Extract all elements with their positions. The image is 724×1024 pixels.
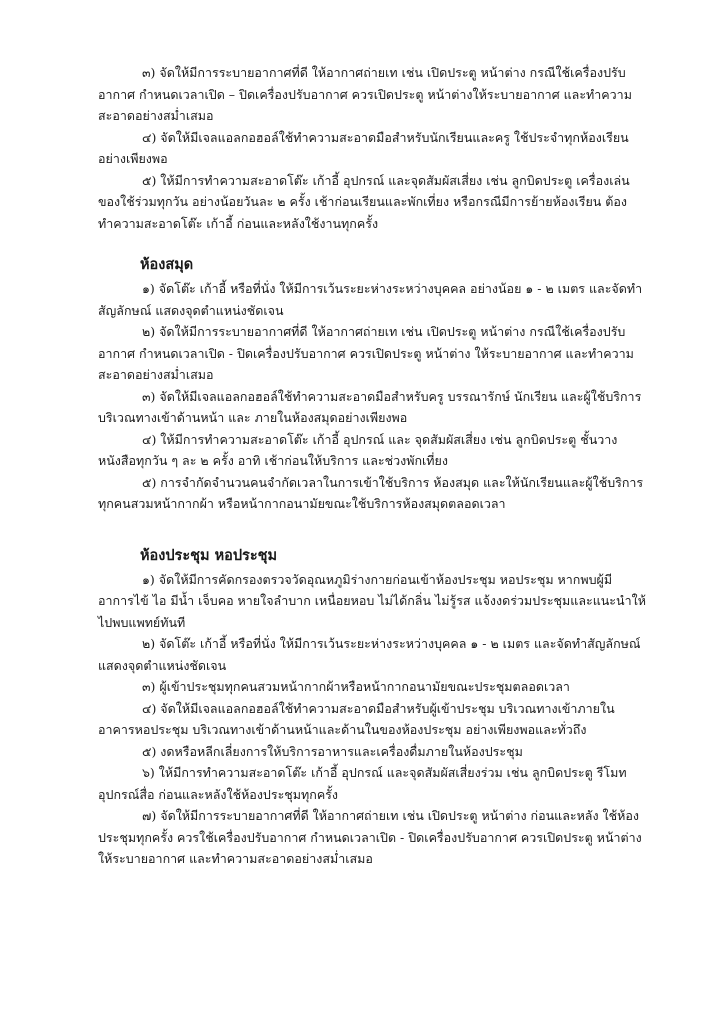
section-heading-library: ห้องสมุด [140,256,194,273]
section-continued-classroom [98,62,646,234]
paragraph-item: ๑) จัดให้มีการคัดกรองตรวจวัดอุณหภูมิร่างกายก่อนเข้าห้องประชุม หอประชุม หากพบผู้มีอาการไข้ ไอ มีน้ำ เจ็บคอ หายใจลำบาก เหนื่อยหอบ ไม่ได้กลิ่น ไม่รู้รส แจ้งงดร่วมประชุมและแนะนำให้ไปพบแพทย์ทันที [98,571,646,630]
paragraph-item: ๕) การจำกัดจำนวนคนจำกัดเวลาในการเข้าใช้บริการ ห้องสมุด และให้นักเรียนและผู้ใช้บริการทุกคนสวมหน้ากากผ้า หรือหน้ากากอนามัยขณะใช้บริการห้องสมุดตลอดเวลา [98,474,644,511]
paragraph-item: ๕) ให้มีการทำความสะอาดโต๊ะ เก้าอี้ อุปกรณ์ และจุดสัมผัสเสี่ยง เช่น ลูกบิดประตู เครื่องเล่น ของใช้ร่วมทุกวัน อย่างน้อยวันละ ๒ ครั้ง เช้าก่อนเรียนและพักเที่ยง หรือกรณีมีการย้ายห้องเรียน ต้องทำความสะอาดโต๊ะ เก้าอี้ ก่อนและหลังใช้งานทุกครั้ง [98,172,630,231]
paragraph-item: ๓) จัดให้มีการระบายอากาศที่ดี ให้อากาศถ่ายเท เช่น เปิดประตู หน้าต่าง กรณีใช้เครื่องปรับอากาศ กำหนดเวลาเปิด – ปิดเครื่องปรับอากาศ ควรเปิดประตู หน้าต่างให้ระบายอากาศ และทำความสะอาดอย่างสม่ำเสมอ [98,65,632,123]
paragraph-item: ๕) งดหรือหลีกเลี่ยงการให้บริการอาหารและเครื่องดื่มภายในห้องประชุม [142,743,523,759]
section-heading-meeting-room: ห้องประชุม หอประชุม [140,546,278,564]
paragraph-item: ๓) จัดให้มีเจลแอลกอฮอล์ใช้ทำความสะอาดมือสำหรับครู บรรณารักษ์ นักเรียน และผู้ใช้บริการ บริเวณทางเข้าด้านหน้า และ ภายในห้องสมุดอย่างเพียงพอ [98,388,642,425]
paragraph-item: ๔) จัดให้มีเจลแอลกอฮอล์ใช้ทำความสะอาดมือสำหรับผู้เข้าประชุม บริเวณทางเข้าภายในอาคารหอประชุม บริเวณทางเข้าด้านหน้าและด้านในของห้องประชุม อย่างเพียงพอและทั่วถึง [98,700,615,737]
paragraph-item: ๒) จัดโต๊ะ เก้าอี้ หรือที่นั่ง ให้มีการเว้นระยะห่างระหว่างบุคคล ๑ - ๒ เมตร และจัดทำสัญลักษณ์แสดงจุดตำแหน่งชัดเจน [98,636,641,673]
document-body [98,62,646,870]
paragraph-item: ๒) จัดให้มีการระบายอากาศที่ดี ให้อากาศถ่ายเท เช่น เปิดประตู หน้าต่าง กรณีใช้เครื่องปรับอากาศ กำหนดเวลาเปิด - ปิดเครื่องปรับอากาศ ควรเปิดประตู หน้าต่าง ให้ระบายอากาศ และทำความสะอาดอย่างสม่ำเสมอ [98,324,634,382]
section-meeting-room [98,545,646,870]
paragraph-item: ๑) จัดโต๊ะ เก้าอี้ หรือที่นั่ง ให้มีการเว้นระยะห่างระหว่างบุคคล อย่างน้อย ๑ - ๒ เมตร และจัดทำสัญลักษณ์ แสดงจุดตำแหน่งชัดเจน [98,281,643,318]
paragraph-item: ๔) จัดให้มีเจลแอลกอฮอล์ใช้ทำความสะอาดมือสำหรับนักเรียนและครู ใช้ประจำทุกห้องเรียนอย่างเพียงพอ [98,129,629,166]
paragraph-item: ๗) จัดให้มีการระบายอากาศที่ดี ให้อากาศถ่ายเท เช่น เปิดประตู หน้าต่าง ก่อนและหลัง ใช้ห้องประชุมทุกครั้ง ควรใช้เครื่องปรับอากาศ กำหนดเวลาเปิด - ปิดเครื่องปรับอากาศ ควรเปิดประตู หน้าต่างให้ระบายอากาศ และทำความสะอาดอย่างสม่ำเสมอ [98,808,642,866]
paragraph-item: ๖) ให้มีการทำความสะอาดโต๊ะ เก้าอี้ อุปกรณ์ และจุดสัมผัสเสี่ยงร่วม เช่น ลูกบิดประตู รีโมทอุปกรณ์สื่อ ก่อนและหลังใช้ห้องประชุมทุกครั้ง [98,765,627,802]
paragraph-item: ๔) ให้มีการทำความสะอาดโต๊ะ เก้าอี้ อุปกรณ์ และ จุดสัมผัสเสี่ยง เช่น ลูกบิดประตู ชั้นวางหนังสือทุกวัน ๆ ละ ๒ ครั้ง อาทิ เช้าก่อนให้บริการ และช่วงพักเที่ยง [98,431,618,468]
paragraph-item: ๓) ผู้เข้าประชุมทุกคนสวมหน้ากากผ้าหรือหน้ากากอนามัยขณะประชุมตลอดเวลา [142,679,570,694]
section-library [98,254,646,515]
